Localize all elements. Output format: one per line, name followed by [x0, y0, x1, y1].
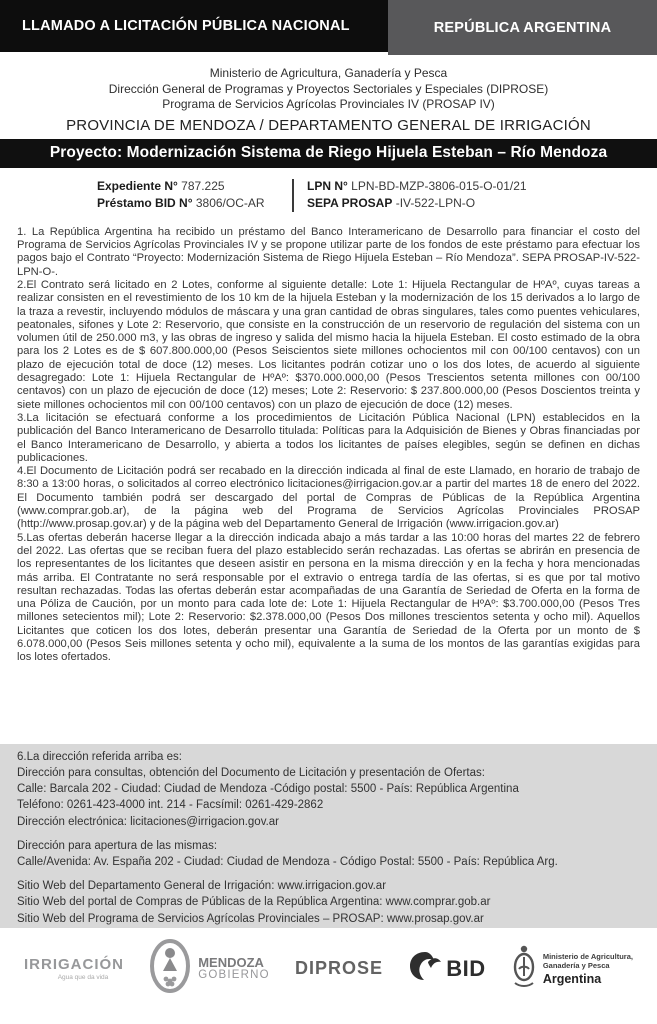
expediente-label: Expediente N°: [97, 178, 178, 193]
paragraph-5: 5.Las ofertas deberán hacerse llegar a la dirección indicada abajo a más tardar a las 10:00 horas del martes 22 de febrero del 2022. Las ofertas que se reciban fuera del plazo establecido serán rechazadas. Las ofertas se abrirán en presencia de los representantes de los licitantes que deseen asistir en persona en la misma dirección y en la fecha y hora mencionadas más arriba. El Contratante no será responsable por el extravio o entrega tardía de las ofertas, si es que por tal motivo resultan rechazadas. Todas las ofertas deberán estar acompañadas de una Garantía de Seriedad de Oferta en la forma de una Póliza de Caución, por un monto para cada lote de: Lote 1: Hijuela Rectangular de HºAº: $3.700.000,00 (Pesos Tres millones setecientos mil); Lote 2: Reservorio: $2.378.000,00 (Pesos Dos millones trescientos setenta y ocho mil). Aquellos Licitantes que coticen los dos lotes, deberán presentar una Garantía de Seriedad de la Oferta por un monto de $ 6.078.000,00 (Pesos Seis millones setenta y ocho mil), equivalente a la suma de los montos de las garantías exigidas para los lotes ofertados.: [17, 531, 640, 664]
call-for-bids-title: LLAMADO A LICITACIÓN PÚBLICA NACIONAL: [22, 18, 350, 34]
mendoza-crest-icon: [149, 938, 191, 999]
bid-logo: [408, 950, 485, 987]
irrigacion-logo: [24, 956, 124, 981]
bid-swoosh-icon: [408, 950, 442, 987]
paragraph-2: 2.El Contrato será licitado en 2 Lotes, conforme al siguiente detalle: Lote 1: Hijuela Rectangular de HºAº, cuyas tareas a realizar consisten en el revestimiento de los 10 km de la hijuela Esteban y la modernización de los 15 derivados a lo largo de la traza a revestir, incluyendo módulos de máscara y una gran cantidad de obras singulares, tales como puentes vehiculares, peatonales, sifones y Lote 2: Reservorio, que consiste en la construcción de un reservorio de regulación del sistema con un volumen útil de 250.000 m3, y las obras de ingreso y salida del mismo hacia la hijuela Esteban. El costo estimado de la obra para los 2 Lotes es de $ 607.800.000,00 (Pesos Seiscientos siete millones ochocientos mil con 00/100 centavos) con un plazo de ejecución total de doce (12) meses. Los licitantes podrán cotizar uno o los dos lotes, de acuerdo al siguiente desagregado: Lote 1: Hijuela Rectangular de HºAº: $370.000.000,00 (Pesos Trescientos setenta millones con 00/100 centavos) con un plazo de ejecución de doce (12) meses; Lote 2: Reservorio: $ 237.800.000,00 (Pesos Doscientos treinta y siete millones ochocientos mil con 00/100 centavos) con un plazo de ejecución de doce (12) meses.: [17, 278, 640, 411]
country-banner-title: REPÚBLICA ARGENTINA: [433, 19, 612, 36]
prosap-line: Programa de Servicios Agrícolas Provinciales IV (PROSAP IV): [162, 97, 495, 112]
prestamo-row: [97, 195, 292, 213]
prestamo-label: Préstamo BID N°: [97, 196, 193, 211]
ministry-line1: Ministerio de Agricultura,: [542, 951, 633, 961]
paragraph-1: 1. La República Argentina ha recibido un préstamo del Banco Interamericano de Desarrollo para financiar el costo del Programa de Servicios Agrícolas Provinciales IV y se propone utilizar parte de los fondos de este préstamo para efectuar los pagos bajo el Contrato “Proyecto: Modernización Sistema de Riego Hijuela Esteban – Río Mendoza”. SEPA PROSAP-IV-522-LPN-O-.: [17, 225, 640, 278]
paragraph-3: 3.La licitación se efectuará conforme a los procedimientos de Licitación Pública Nacional (LPN) establecidos en la publicación del Banco Interamericano de Desarrollo titulada: Políticas para la Adquisición de Bienes y Obras financiadas por el Banco Interamericano de Desarrollo, y abierta a todos los licitantes de países elegibles, según se definen en dichas publicaciones.: [17, 411, 640, 464]
mendoza-wordmark: [198, 956, 270, 982]
ministry-line2: Ganadería y Pesca: [542, 960, 610, 970]
diprose-line: Dirección General de Programas y Proyectos Sectoriales y Especiales (DIPROSE): [108, 81, 549, 96]
address-line: Calle: Barcala 202 - Ciudad: Ciudad de Mendoza -Código postal: 5500 - País: República Argentina: [17, 783, 519, 796]
ministry-logo: [511, 943, 633, 994]
ministry-wordmark: [543, 952, 633, 986]
diprose-logo: DIPROSE: [295, 958, 384, 979]
footer-logos: [0, 928, 657, 1010]
mendoza-line2: GOBIERNO: [198, 968, 270, 981]
prestamo-value: 3806/OC-AR: [195, 196, 265, 211]
ministry-line3: Argentina: [542, 971, 602, 986]
reference-right-column: [294, 178, 657, 213]
province-line: PROVINCIA DE MENDOZA / DEPARTAMENTO GENERAL DE IRRIGACIÓN: [66, 116, 591, 134]
address-line: Calle/Avenida: Av. España 202 - Ciudad: Ciudad de Mendoza - Código Postal: 5500 - País: República Arg.: [17, 856, 558, 868]
mendoza-line1: MENDOZA: [198, 954, 264, 970]
expediente-row: [97, 178, 292, 196]
address-line: Sitio Web del Departamento General de Irrigación: www.irrigacion.gov.ar: [17, 880, 387, 893]
bid-wordmark: BID: [446, 955, 486, 981]
reference-left-column: [0, 178, 292, 213]
irrigacion-tagline: Agua que da vida: [57, 974, 109, 982]
top-banner: [0, 0, 657, 55]
address-line: Dirección electrónica: licitaciones@irrigacion.gov.ar: [17, 815, 280, 828]
reference-block: [0, 178, 657, 213]
irrigacion-wordmark: IRRIGACIÓN: [24, 956, 124, 974]
address-line: Sitio Web del portal de Compras de Públicas de la República Argentina: www.comprar.gob.ar: [17, 896, 491, 909]
sepa-value: -IV-522-LPN-O: [395, 196, 476, 211]
ministry-line: Ministerio de Agricultura, Ganadería y Pesca: [209, 66, 448, 80]
sepa-row: [307, 195, 657, 213]
argentina-coat-of-arms-icon: [511, 943, 537, 994]
call-for-bids-banner: [0, 0, 388, 52]
organization-block: [0, 55, 657, 113]
address-line: 6.La dirección referida arriba es:: [17, 750, 182, 763]
lpn-label: LPN N°: [307, 178, 348, 193]
address-section: [0, 744, 657, 928]
paragraph-4: 4.El Documento de Licitación podrá ser recabado en la dirección indicada al final de este Llamado, en horario de trabajo de 8:30 a 13:00 horas, o solicitados al correo electrónico licitaciones@irrigacion.gov.ar a partir del martes 18 de enero del 2022. El Documento también podrá ser descargado del portal de Compras de Públicas de la República Argentina (www.comprar.gob.ar), de la página web del Programa de Servicios Agrícolas Provinciales PROSAP (http://www.prosap.gov.ar) y de la página web del Departamento General de Irrigación (www.irrigacion.gov.ar): [17, 465, 640, 531]
country-banner: [388, 0, 657, 55]
address-line: Dirección para apertura de las mismas:: [17, 839, 218, 852]
address-line: Teléfono: 0261-423-4000 int. 214 - Facsímil: 0261-429-2862: [17, 799, 324, 812]
sepa-label: SEPA PROSAP: [307, 196, 393, 211]
project-title-bar: Proyecto: Modernización Sistema de Riego Hijuela Esteban – Río Mendoza: [0, 139, 657, 168]
lpn-row: [307, 178, 657, 196]
notice-body: [0, 226, 657, 744]
address-line: Dirección para consultas, obtención del Documento de Licitación y presentación de Ofertas:: [17, 766, 485, 779]
address-line: Sitio Web del Programa de Servicios Agrícolas Provinciales – PROSAP: www.prosap.gov.ar: [17, 912, 484, 925]
expediente-value: 787.225: [181, 178, 225, 193]
mendoza-gobierno-logo: [149, 938, 270, 999]
lpn-value: LPN-BD-MZP-3806-015-O-01/21: [351, 178, 527, 193]
